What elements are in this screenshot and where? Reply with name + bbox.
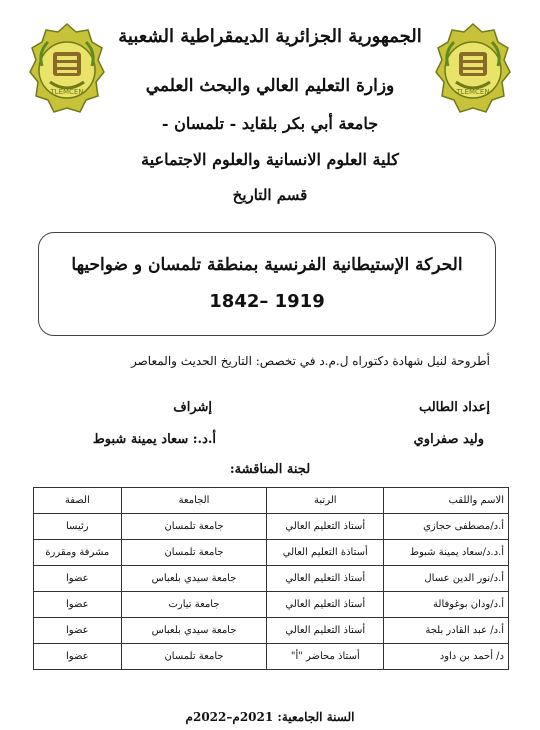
thesis-title-box bbox=[38, 232, 496, 336]
cell-name: أ.د/مصطفى حجازي bbox=[384, 514, 509, 540]
thesis-years: 1842– 1919 bbox=[209, 291, 325, 312]
cell-role: عضوا bbox=[34, 566, 122, 592]
cell-rank: أستاذ محاضر "أ" bbox=[267, 644, 384, 670]
university-seal-icon bbox=[30, 24, 104, 112]
student-name: وليد صفراوي bbox=[413, 432, 484, 447]
cell-role: رئيسا bbox=[34, 514, 122, 540]
cell-university: جامعة تلمسان bbox=[121, 644, 267, 670]
prepared-by-label: إعداد الطالب bbox=[418, 400, 490, 415]
table-row bbox=[34, 592, 509, 618]
header-role: الصفة bbox=[34, 488, 122, 514]
table-row bbox=[34, 566, 509, 592]
academic-year-label: السنة الجامعية: bbox=[277, 710, 355, 724]
supervisor-name: أ.د.: سعاد يمينة شبوط bbox=[92, 432, 216, 447]
academic-year bbox=[0, 710, 540, 724]
faculty-name: كلية العلوم الانسانية والعلوم الاجتماعية bbox=[141, 150, 399, 169]
university-name: جامعة أبي بكر بلقايد - تلمسان - bbox=[161, 114, 379, 133]
thesis-title: الحركة الإستيطانية الفرنسية بمنطقة تلمسان و ضواحيها bbox=[71, 255, 463, 275]
cell-rank: أستاذ التعليم العالي bbox=[267, 566, 384, 592]
cell-role: مشرفة ومقررة bbox=[34, 540, 122, 566]
cell-university: جامعة تلمسان bbox=[121, 540, 267, 566]
cell-name: أ.د/ودان بوغوفالة bbox=[384, 592, 509, 618]
table-row bbox=[34, 618, 509, 644]
cell-role: عضوا bbox=[34, 618, 122, 644]
logo-text: TLEMCEN bbox=[456, 88, 490, 96]
table-row bbox=[34, 540, 509, 566]
university-seal-icon bbox=[436, 24, 510, 112]
cell-university: جامعة سيدي بلعباس bbox=[121, 618, 267, 644]
committee-label: لجنة المناقشة: bbox=[229, 462, 311, 477]
header-university: الجامعة bbox=[121, 488, 267, 514]
cell-name: أ.د.د/سعاد يمينة شبوط bbox=[384, 540, 509, 566]
cell-university: جامعة تلمسان bbox=[121, 514, 267, 540]
cell-rank: أستاذ التعليم العالي bbox=[267, 592, 384, 618]
table-row bbox=[34, 644, 509, 670]
header-rank: الرتبة bbox=[267, 488, 384, 514]
cell-name: أ.د/ عبد القادر بلجة bbox=[384, 618, 509, 644]
jury-table bbox=[33, 487, 509, 670]
cell-name: د/ أحمد بن داود bbox=[384, 644, 509, 670]
cell-rank: أستاذ التعليم العالي bbox=[267, 514, 384, 540]
cell-role: عضوا bbox=[34, 644, 122, 670]
cell-university: جامعة سيدي بلعباس bbox=[121, 566, 267, 592]
academic-year-value: 2021م–2022م bbox=[185, 710, 274, 724]
cell-rank: أستاذة التعليم العالي bbox=[267, 540, 384, 566]
cell-university: جامعة تيارت bbox=[121, 592, 267, 618]
department-name: قسم التاريخ bbox=[232, 186, 308, 204]
logo-text: TLEMCEN bbox=[50, 88, 84, 96]
cell-name: أ.د/نور الدين عسال bbox=[384, 566, 509, 592]
table-row bbox=[34, 514, 509, 540]
thesis-statement: أطروحة لنيل شهادة دكتوراه ل.م.د في تخصص: التاريخ الحديث والمعاصر bbox=[130, 354, 490, 368]
ministry-name: وزارة التعليم العالي والبحث العلمي bbox=[145, 76, 395, 96]
university-logo-left bbox=[28, 22, 106, 120]
header-name: الاسم واللقب bbox=[384, 488, 509, 514]
university-logo-right bbox=[434, 22, 512, 120]
republic-name: الجمهورية الجزائرية الديمقراطية الشعبية bbox=[118, 26, 422, 47]
table-header-row bbox=[34, 488, 509, 514]
cell-role: عضوا bbox=[34, 592, 122, 618]
cell-rank: أستاذ التعليم العالي bbox=[267, 618, 384, 644]
supervision-label: إشراف bbox=[173, 400, 212, 415]
